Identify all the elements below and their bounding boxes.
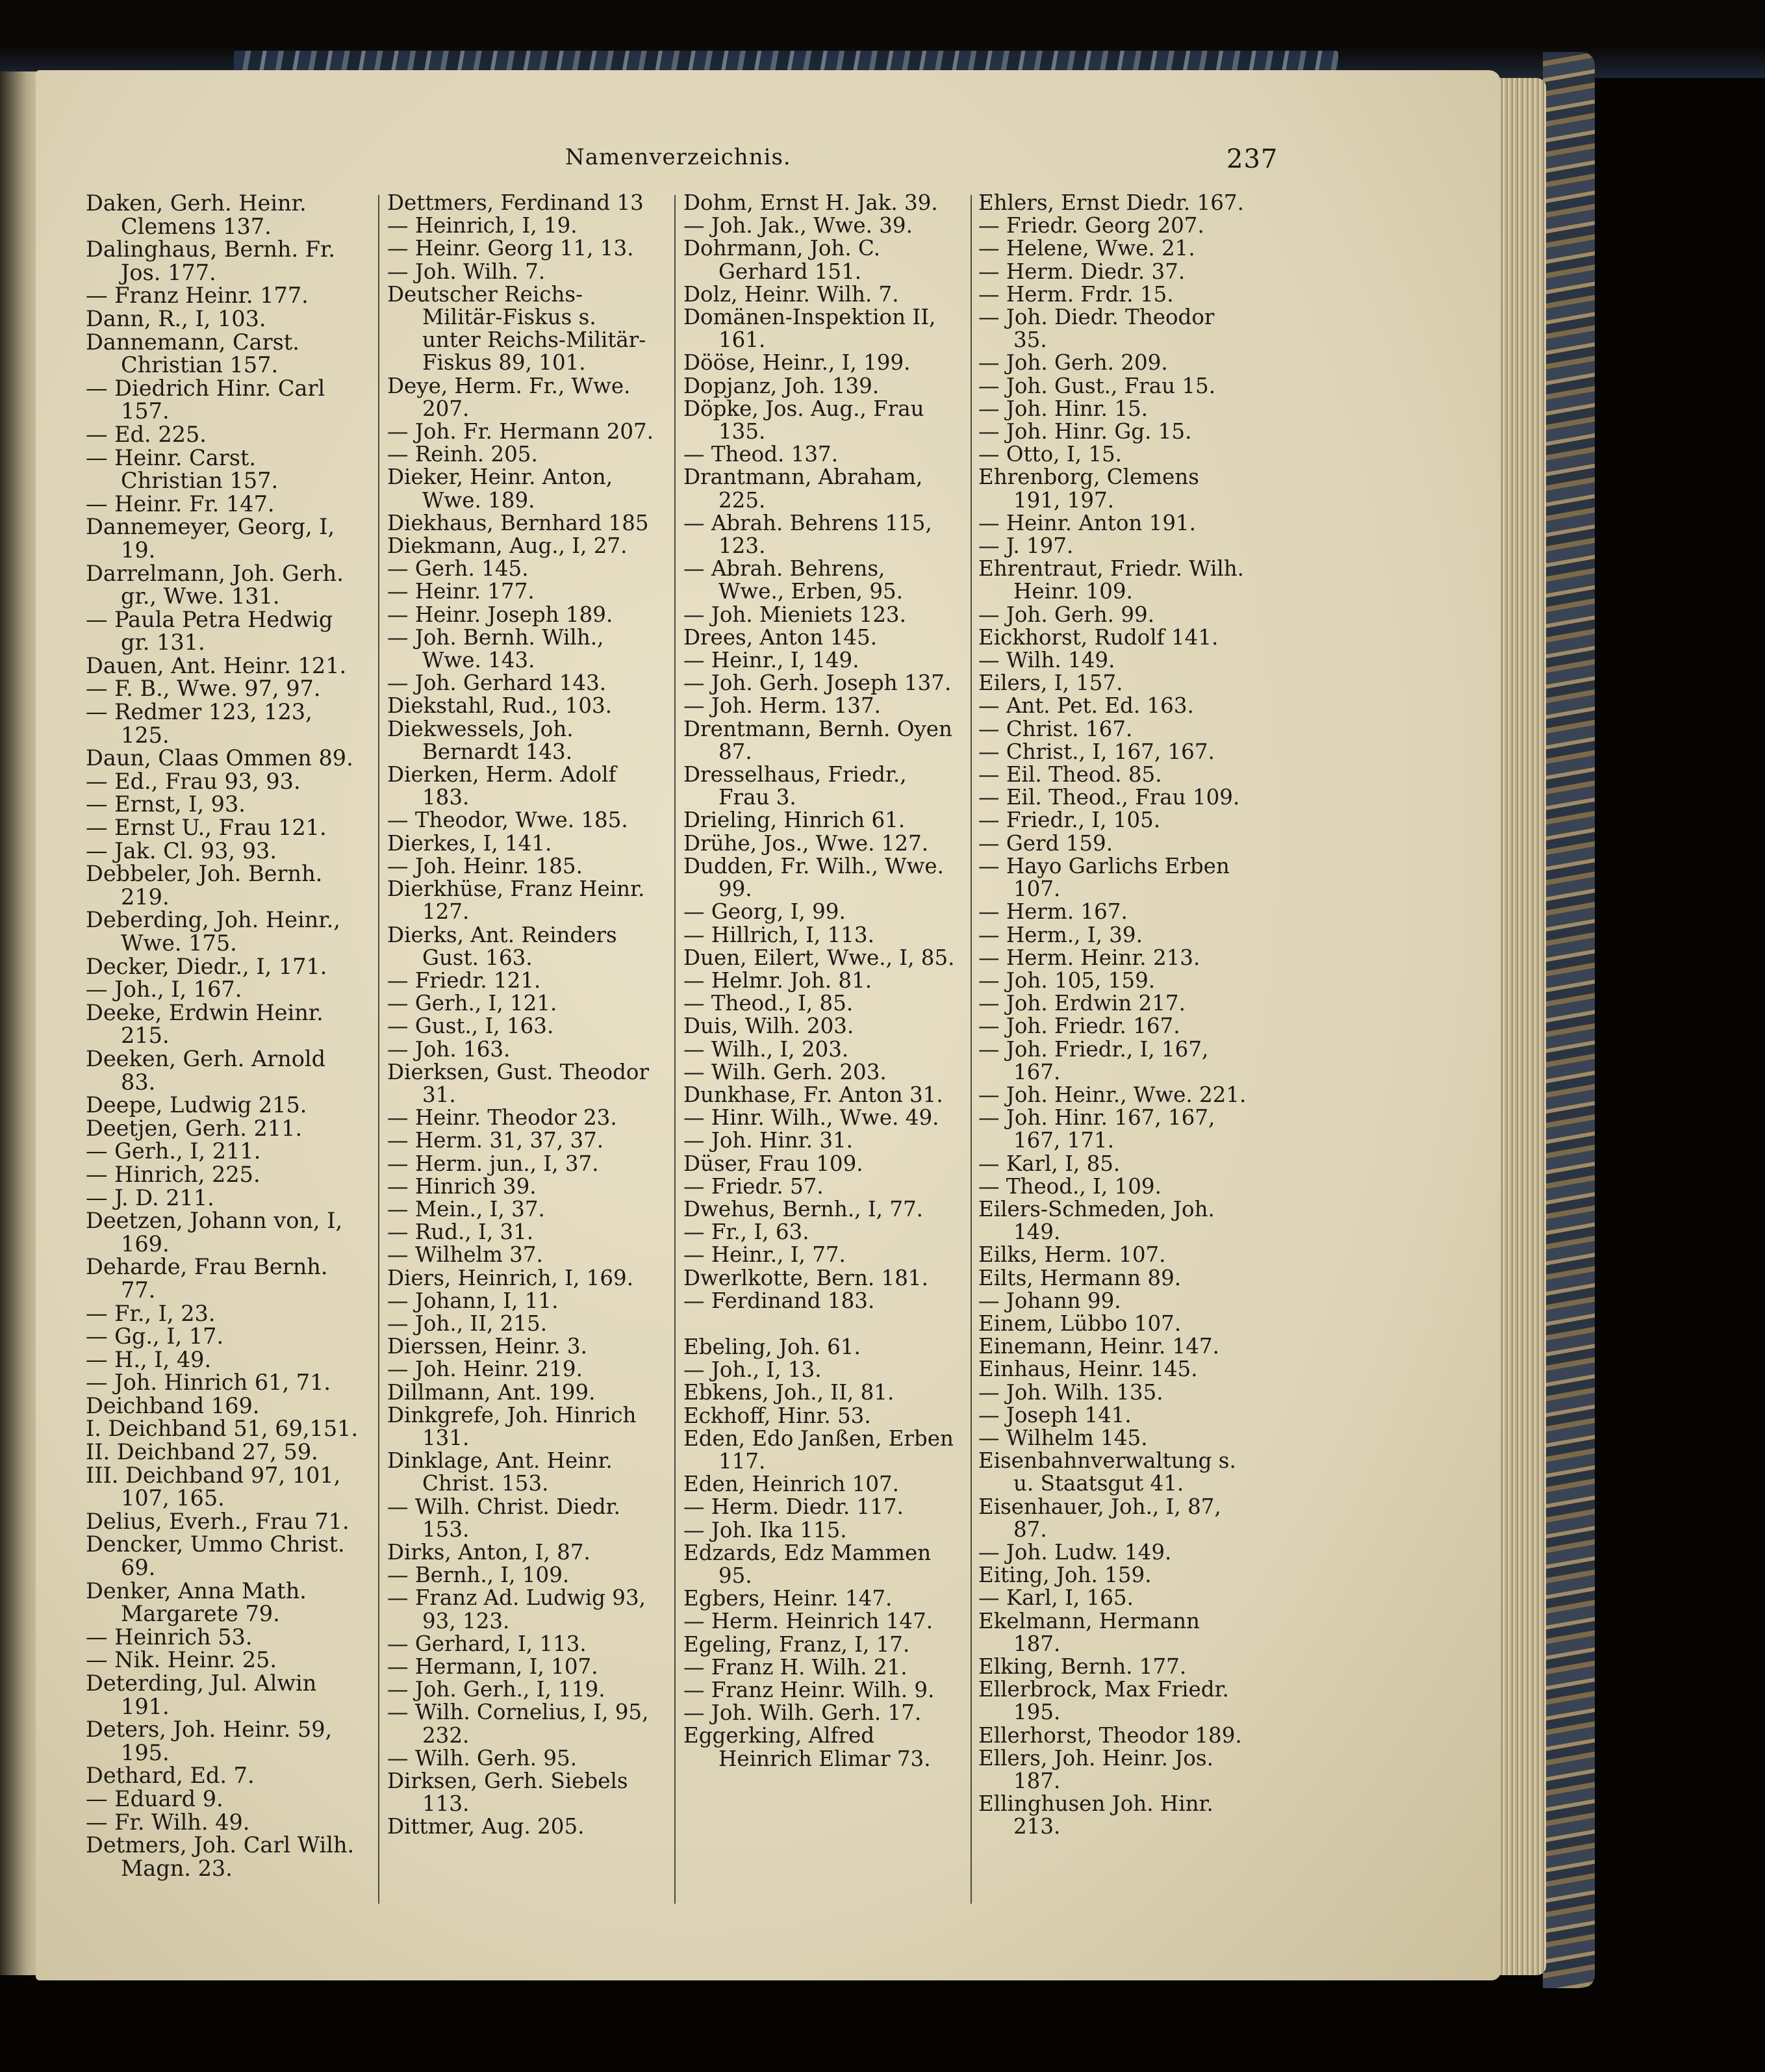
index-entry: — Heinr. Theodor 23. bbox=[387, 1105, 617, 1131]
index-entry: Dann, R., I, 103. bbox=[86, 305, 266, 331]
index-entry: Deberding, Joh. Heinr., Wwe. 175. bbox=[86, 907, 340, 956]
index-entry: — Johann 99. bbox=[978, 1288, 1121, 1313]
index-entry: Dunkhase, Fr. Anton 31. bbox=[683, 1082, 943, 1107]
index-entry: — Joh. Bernh. Wilh., Wwe. 143. bbox=[387, 624, 604, 673]
index-entry: Duen, Eilert, Wwe., I, 85. bbox=[683, 945, 955, 970]
index-entry: Diers, Heinrich, I, 169. bbox=[387, 1265, 634, 1290]
index-entry: — Joh. 105, 159. bbox=[978, 967, 1156, 993]
index-entry: Deichband 169. bbox=[86, 1392, 260, 1418]
index-entry: — Wilh. Cornelius, I, 95, 232. bbox=[387, 1700, 649, 1748]
index-entry: — Joh., II, 215. bbox=[387, 1311, 548, 1336]
index-entry: — Ant. Pet. Ed. 163. bbox=[978, 693, 1194, 719]
index-entry: — Redmer 123, 123, 125. bbox=[86, 699, 312, 748]
index-entry: — Joh. Heinr., Wwe. 221. bbox=[978, 1082, 1247, 1107]
index-entry: — Fr. Wilh. 49. bbox=[86, 1809, 250, 1835]
index-entry: — Friedr. Georg 207. bbox=[978, 213, 1204, 238]
page-header bbox=[0, 144, 1765, 177]
index-entry: Debbeler, Joh. Bernh. 219. bbox=[86, 861, 323, 910]
index-entry: Eckhoff, Hinr. 53. bbox=[683, 1403, 871, 1428]
index-entry: Einhaus, Heinr. 145. bbox=[978, 1357, 1198, 1382]
page-block-edge bbox=[1494, 78, 1546, 1975]
section-gap bbox=[683, 1312, 956, 1336]
index-entry: — Helmr. Joh. 81. bbox=[683, 967, 872, 993]
index-entry: — Hinrich 39. bbox=[387, 1173, 537, 1199]
index-entry: — Joh. Mieniets 123. bbox=[683, 602, 906, 627]
index-entry: Elking, Bernh. 177. bbox=[978, 1654, 1187, 1679]
index-entry: — Friedr. 121. bbox=[387, 967, 541, 993]
index-entry: Drees, Anton 145. bbox=[683, 624, 878, 650]
index-entry: Dethard, Ed. 7. bbox=[86, 1763, 255, 1789]
column-rule bbox=[971, 195, 972, 1904]
index-entry: Dierks, Ant. Reinders Gust. 163. bbox=[387, 922, 617, 970]
index-entry: Ehrentraut, Friedr. Wilh. Heinr. 109. bbox=[978, 556, 1245, 604]
index-entry: — Joh. Hinr. Gg. 15. bbox=[978, 419, 1192, 444]
index-entry: — Ed., Frau 93, 93. bbox=[86, 768, 301, 794]
index-entry: — Wilh. Gerh. 95. bbox=[387, 1745, 578, 1771]
index-entry: — Fr., I, 63. bbox=[683, 1220, 809, 1245]
index-entry: Deeken, Gerh. Arnold 83. bbox=[86, 1045, 326, 1095]
index-entry: Dudden, Fr. Wilh., Wwe. 99. bbox=[683, 853, 944, 902]
index-entry: Diekstahl, Rud., 103. bbox=[387, 693, 613, 719]
index-entry: Deepe, Ludwig 215. bbox=[86, 1092, 307, 1118]
index-entry: — Joh. Gerh. 209. bbox=[978, 350, 1168, 376]
index-entry: — Eil. Theod. 85. bbox=[978, 762, 1162, 787]
index-entry: — Bernh., I, 109. bbox=[387, 1563, 570, 1588]
index-entry: — Herm. Diedr. 117. bbox=[683, 1494, 904, 1520]
index-entry: Deterding, Jul. Alwin 191. bbox=[86, 1670, 317, 1719]
index-entry: — H., I, 49. bbox=[86, 1346, 212, 1372]
index-entry: III. Deichband 97, 101, 107, 165. bbox=[86, 1462, 341, 1511]
index-entry: — Heinr. Joseph 189. bbox=[387, 602, 613, 627]
index-entry: — Ed. 225. bbox=[86, 421, 207, 447]
index-entry: Dieker, Heinr. Anton, Wwe. 189. bbox=[387, 465, 613, 513]
index-entry: — Ernst U., Frau 121. bbox=[86, 815, 327, 841]
index-entry: — Joh. Gust., Frau 15. bbox=[978, 373, 1216, 398]
index-entry: — Wilhelm 145. bbox=[978, 1425, 1148, 1450]
index-entry: Eilers-Schmeden, Joh. 149. bbox=[978, 1196, 1215, 1245]
index-entry: — Nik. Heinr. 25. bbox=[86, 1647, 277, 1673]
index-entry: Dierksen, Gust. Theodor 31. bbox=[387, 1059, 650, 1107]
index-entry: Eilts, Hermann 89. bbox=[978, 1265, 1182, 1290]
index-entry: Deye, Herm. Fr., Wwe. 207. bbox=[387, 373, 631, 421]
index-entry: — Joh. Fr. Hermann 207. bbox=[387, 419, 654, 444]
index-entry: Edzards, Edz Mammen 95. bbox=[683, 1540, 932, 1588]
index-entry: — Wilh. 149. bbox=[978, 648, 1115, 673]
index-entry: — Joh. Heinr. 185. bbox=[387, 853, 583, 878]
index-entry: Ekelmann, Hermann 187. bbox=[978, 1608, 1200, 1656]
index-column-3 bbox=[683, 192, 956, 1771]
index-entry: — Helene, Wwe. 21. bbox=[978, 236, 1195, 261]
index-entry: — Karl, I, 85. bbox=[978, 1151, 1121, 1176]
index-entry: — Gerh., I, 211. bbox=[86, 1138, 261, 1164]
index-entry: — Wilh., I, 203. bbox=[683, 1036, 849, 1062]
index-entry: — Diedrich Hinr. Carl 157. bbox=[86, 375, 325, 424]
index-entry: — Herm., I, 39. bbox=[978, 922, 1143, 947]
index-entry: — J. 197. bbox=[978, 533, 1074, 559]
index-entry: Ellerhorst, Theodor 189. bbox=[978, 1722, 1242, 1748]
index-entry: — Paula Petra Hedwig gr. 131. bbox=[86, 606, 333, 656]
index-entry: Dopjanz, Joh. 139. bbox=[683, 373, 880, 398]
index-entry: Dierssen, Heinr. 3. bbox=[387, 1334, 587, 1359]
index-entry: — Theod., I, 85. bbox=[683, 991, 854, 1016]
index-entry: — Ernst, I, 93. bbox=[86, 791, 246, 817]
index-entry: — Herm. Heinr. 213. bbox=[978, 945, 1200, 970]
index-entry: Düser, Frau 109. bbox=[683, 1151, 863, 1176]
index-entry: Deetjen, Gerh. 211. bbox=[86, 1115, 303, 1141]
index-entry: Dwerlkotte, Bern. 181. bbox=[683, 1265, 928, 1290]
index-entry: II. Deichband 27, 59. bbox=[86, 1439, 318, 1465]
index-entry: — Christ., I, 167, 167. bbox=[978, 739, 1215, 764]
index-entry: Deutscher Reichs-Militär-Fiskus s. unter Reichs-Militär-Fiskus 89, 101. bbox=[387, 281, 646, 376]
index-entry: — Joh. Hinrich 61, 71. bbox=[86, 1370, 331, 1396]
index-entry: Dierken, Herm. Adolf 183. bbox=[387, 762, 616, 810]
index-entry: — Otto, I, 15. bbox=[978, 442, 1123, 467]
index-entry: — Joh. Wilh. 135. bbox=[978, 1379, 1163, 1405]
index-entry: — Theod. 137. bbox=[683, 442, 839, 467]
index-entry: — Franz H. Wilh. 21. bbox=[683, 1654, 908, 1680]
index-entry: — J. D. 211. bbox=[86, 1184, 214, 1210]
index-entry: — Joh. Herm. 137. bbox=[683, 693, 881, 719]
index-entry: — Gg., I, 17. bbox=[86, 1324, 224, 1349]
index-entry: Drantmann, Abraham, 225. bbox=[683, 465, 923, 513]
index-entry: Decker, Diedr., I, 171. bbox=[86, 953, 327, 979]
index-entry: — Christ. 167. bbox=[978, 716, 1133, 741]
index-entry: — Franz Heinr. Wilh. 9. bbox=[683, 1678, 935, 1702]
index-entry: Deeke, Erdwin Heinr. 215. bbox=[86, 999, 324, 1049]
index-entry: — Heinrich, I, 19. bbox=[387, 213, 578, 238]
index-entry: Ehlers, Ernst Diedr. 167. bbox=[978, 190, 1244, 215]
index-entry: — Franz Ad. Ludwig 93, 93, 123. bbox=[387, 1585, 646, 1633]
index-entry: — Wilh. Christ. Diedr. 153. bbox=[387, 1494, 620, 1542]
index-entry: — Wilhelm 37. bbox=[387, 1242, 543, 1268]
index-entry: Dirksen, Gerh. Siebels 113. bbox=[387, 1769, 628, 1817]
index-entry: Einem, Lübbo 107. bbox=[978, 1311, 1182, 1336]
index-entry: Eden, Edo Janßen, Erben 117. bbox=[683, 1426, 954, 1474]
index-entry: Dohm, Ernst H. Jak. 39. bbox=[683, 190, 938, 215]
index-entry: — Herm. 167. bbox=[978, 899, 1128, 925]
index-entry: — Ferdinand 183. bbox=[683, 1288, 875, 1313]
index-entry: Eisenbahnverwaltung s. u. Staatsgut 41. bbox=[978, 1448, 1236, 1496]
index-entry: — Friedr., I, 105. bbox=[978, 808, 1161, 833]
index-entry: Dauen, Ant. Heinr. 121. bbox=[86, 652, 347, 678]
index-entry: — Joh. Friedr., I, 167, 167. bbox=[978, 1036, 1209, 1084]
index-entry: — Joh. Hinr. 31. bbox=[683, 1128, 853, 1153]
index-entry: — Wilh. Gerh. 203. bbox=[683, 1059, 887, 1084]
index-entry: Drieling, Hinrich 61. bbox=[683, 808, 906, 833]
index-entry: Eggerking, Alfred Heinrich Elimar 73. bbox=[683, 1723, 931, 1771]
index-entry: — Fr., I, 23. bbox=[86, 1300, 216, 1326]
index-entry: — Joh. Wilh. Gerh. 17. bbox=[683, 1700, 922, 1726]
index-entry: — F. B., Wwe. 97, 97. bbox=[86, 676, 321, 702]
index-entry: Dierkhüse, Franz Heinr. 127. bbox=[387, 876, 645, 925]
index-entry: — Eil. Theod., Frau 109. bbox=[978, 785, 1240, 810]
index-entry: Einemann, Heinr. 147. bbox=[978, 1334, 1219, 1359]
index-entry: Ellinghusen Joh. Hinr. 213. bbox=[978, 1791, 1213, 1839]
index-entry: — Joh. Hinr. 167, 167, 167, 171. bbox=[978, 1105, 1215, 1153]
index-entry: — Heinr., I, 149. bbox=[683, 648, 859, 673]
index-entry: — Hinr. Wilh., Wwe. 49. bbox=[683, 1105, 939, 1131]
index-entry: — Theod., I, 109. bbox=[978, 1173, 1162, 1199]
index-entry: Dohrmann, Joh. C. Gerhard 151. bbox=[683, 236, 881, 284]
index-entry: — Joseph 141. bbox=[978, 1402, 1132, 1427]
index-entry: Dierkes, I, 141. bbox=[387, 830, 552, 856]
index-entry: Delius, Everh., Frau 71. bbox=[86, 1508, 349, 1534]
index-entry: Eickhorst, Rudolf 141. bbox=[978, 624, 1219, 650]
index-entry: Diekwessels, Joh. Bernardt 143. bbox=[387, 716, 574, 764]
index-entry: Ehrenborg, Clemens 191, 197. bbox=[978, 465, 1199, 513]
index-entry: — Joh. Gerhard 143. bbox=[387, 671, 607, 696]
index-entry: — Gerhard, I, 113. bbox=[387, 1631, 587, 1656]
index-entry: — Joh. Gerh. Joseph 137. bbox=[683, 671, 952, 696]
index-entry: — Gust., I, 163. bbox=[387, 1014, 554, 1039]
index-entry: Darrelmann, Joh. Gerh. gr., Wwe. 131. bbox=[86, 560, 344, 609]
index-entry: Egeling, Franz, I, 17. bbox=[683, 1631, 910, 1657]
index-entry: Ellers, Joh. Heinr. Jos. 187. bbox=[978, 1745, 1213, 1794]
index-entry: — Hillrich, I, 113. bbox=[683, 922, 874, 947]
page-number: 237 bbox=[1226, 144, 1278, 174]
index-entry: — Theodor, Wwe. 185. bbox=[387, 808, 628, 833]
index-entry: — Reinh. 205. bbox=[387, 442, 538, 467]
index-column-4 bbox=[978, 192, 1251, 1839]
index-entry: Domänen-Inspektion II, 161. bbox=[683, 305, 936, 353]
index-entry: — Joh. Hinr. 15. bbox=[978, 396, 1148, 421]
index-entry: — Hinrich, 225. bbox=[86, 1161, 260, 1187]
index-entry: — Joh. Friedr. 167. bbox=[978, 1014, 1180, 1039]
index-entry: Daken, Gerh. Heinr. Clemens 137. bbox=[86, 190, 307, 239]
index-entry: — Herm. jun., I, 37. bbox=[387, 1151, 599, 1176]
index-entry: Dirks, Anton, I, 87. bbox=[387, 1539, 590, 1565]
index-entry: — Heinr. Anton 191. bbox=[978, 510, 1197, 535]
index-entry: Dannemeyer, Georg, I, 19. bbox=[86, 514, 335, 563]
index-entry: Deters, Joh. Heinr. 59, 195. bbox=[86, 1717, 333, 1765]
index-entry: — Herm. Heinrich 147. bbox=[683, 1609, 933, 1634]
index-entry: Döpke, Jos. Aug., Frau 135. bbox=[683, 396, 924, 444]
index-entry: — Herm. 31, 37, 37. bbox=[387, 1128, 604, 1153]
facing-page-edge bbox=[0, 71, 39, 1975]
index-entry: — Joh. Gerh., I, 119. bbox=[387, 1677, 605, 1702]
index-entry: — Herm. Frdr. 15. bbox=[978, 281, 1174, 307]
index-entry: — Heinr. Georg 11, 13. bbox=[387, 236, 634, 261]
index-entry: — Heinr. 177. bbox=[387, 579, 535, 604]
index-entry: — Hermann, I, 107. bbox=[387, 1654, 598, 1679]
index-entry: — Gerd 159. bbox=[978, 830, 1113, 856]
index-entry: Denker, Anna Math. Margarete 79. bbox=[86, 1578, 307, 1627]
index-entry: — Abrah. Behrens, Wwe., Erben, 95. bbox=[683, 556, 904, 604]
index-entry: Ellerbrock, Max Friedr. 195. bbox=[978, 1677, 1229, 1725]
index-entry: Dresselhaus, Friedr., Frau 3. bbox=[683, 762, 907, 810]
index-entry: — Hayo Garlichs Erben 107. bbox=[978, 853, 1230, 902]
index-entry: — Joh. Jak., Wwe. 39. bbox=[683, 213, 913, 238]
index-entry: Dittmer, Aug. 205. bbox=[387, 1814, 585, 1839]
index-entry: — Joh. 163. bbox=[387, 1036, 511, 1062]
column-rule bbox=[378, 195, 379, 1904]
index-entry: — Heinrich 53. bbox=[86, 1624, 253, 1650]
index-entry: — Heinr. Carst. Christian 157. bbox=[86, 444, 279, 494]
running-title: Namenverzeichnis. bbox=[565, 144, 791, 170]
index-entry: — Joh. Erdwin 217. bbox=[978, 991, 1186, 1016]
index-entry: — Gerh., I, 121. bbox=[387, 991, 557, 1016]
index-entry: — Friedr. 57. bbox=[683, 1173, 824, 1199]
index-entry: Deharde, Frau Bernh. 77. bbox=[86, 1254, 328, 1303]
marbled-cover bbox=[1543, 52, 1595, 1988]
index-entry: — Joh. Gerh. 99. bbox=[978, 602, 1155, 627]
index-entry: Drühe, Jos., Wwe. 127. bbox=[683, 830, 929, 856]
index-entry: — Joh. Wilh. 7. bbox=[387, 259, 546, 284]
index-entry: — Joh. Heinr. 219. bbox=[387, 1357, 583, 1382]
index-entry: Dettmers, Ferdinand 13 bbox=[387, 190, 644, 215]
index-entry: Dannemann, Carst. Christian 157. bbox=[86, 329, 299, 378]
column-rule bbox=[674, 195, 676, 1904]
index-entry: — Joh. Ludw. 149. bbox=[978, 1539, 1172, 1565]
index-entry: — Heinr. Fr. 147. bbox=[86, 491, 275, 517]
index-entry: Duis, Wilh. 203. bbox=[683, 1014, 854, 1039]
index-entry: Eden, Heinrich 107. bbox=[683, 1472, 900, 1497]
index-entry: Dinklage, Ant. Heinr. Christ. 153. bbox=[387, 1448, 613, 1496]
index-entry: Eisenhauer, Joh., I, 87, 87. bbox=[978, 1494, 1221, 1542]
index-entry: Dinkgrefe, Joh. Hinrich 131. bbox=[387, 1402, 637, 1450]
index-entry: Daun, Claas Ommen 89. bbox=[86, 745, 353, 771]
index-entry: Eilers, I, 157. bbox=[978, 671, 1123, 696]
index-entry: — Joh. Diedr. Theodor 35. bbox=[978, 305, 1215, 353]
index-entry: Dencker, Ummo Christ. 69. bbox=[86, 1531, 345, 1581]
index-entry: — Mein., I, 37. bbox=[387, 1196, 545, 1221]
index-entry: — Johann, I, 11. bbox=[387, 1288, 559, 1313]
index-entry: — Rud., I, 31. bbox=[387, 1220, 534, 1245]
index-entry: — Eduard 9. bbox=[86, 1785, 223, 1811]
index-entry: Drentmann, Bernh. Oyen 87. bbox=[683, 716, 952, 764]
index-entry: — Jak. Cl. 93, 93. bbox=[86, 838, 277, 863]
index-entry: — Abrah. Behrens 115, 123. bbox=[683, 510, 932, 559]
index-entry: — Gerh. 145. bbox=[387, 556, 529, 582]
index-entry: Ebeling, Joh. 61. bbox=[683, 1334, 861, 1359]
index-entry: — Herm. Diedr. 37. bbox=[978, 259, 1186, 284]
index-entry: — Joh., I, 13. bbox=[683, 1357, 822, 1383]
index-entry: — Joh. Ika 115. bbox=[683, 1517, 847, 1542]
index-entry: Diekmann, Aug., I, 27. bbox=[387, 533, 628, 559]
index-entry: Dwehus, Bernh., I, 77. bbox=[683, 1196, 924, 1221]
index-entry: — Franz Heinr. 177. bbox=[86, 283, 309, 309]
index-entry: — Karl, I, 165. bbox=[978, 1585, 1134, 1611]
index-column-1 bbox=[86, 192, 359, 1880]
index-entry: Detmers, Joh. Carl Wilh. Magn. 23. bbox=[86, 1832, 355, 1881]
index-entry: Dolz, Heinr. Wilh. 7. bbox=[683, 281, 899, 307]
index-entry: I. Deichband 51, 69,151. bbox=[86, 1416, 359, 1442]
index-entry: Dillmann, Ant. 199. bbox=[387, 1379, 596, 1405]
index-entry: Eilks, Herm. 107. bbox=[978, 1242, 1166, 1268]
index-entry: Dööse, Heinr., I, 199. bbox=[683, 350, 911, 376]
index-entry: Ebkens, Joh., II, 81. bbox=[683, 1380, 895, 1405]
index-column-2 bbox=[387, 192, 660, 1839]
index-entry: Eiting, Joh. 159. bbox=[978, 1563, 1152, 1588]
index-entry: Egbers, Heinr. 147. bbox=[683, 1586, 893, 1611]
index-entry: — Joh., I, 167. bbox=[86, 977, 242, 1003]
index-entry: Deetzen, Johann von, I, 169. bbox=[86, 1208, 343, 1257]
index-entry: — Heinr., I, 77. bbox=[683, 1242, 846, 1268]
index-entry: Dalinghaus, Bernh. Fr. Jos. 177. bbox=[86, 237, 336, 285]
index-entry: — Georg, I, 99. bbox=[683, 899, 846, 925]
index-entry: Diekhaus, Bernhard 185 bbox=[387, 510, 649, 535]
